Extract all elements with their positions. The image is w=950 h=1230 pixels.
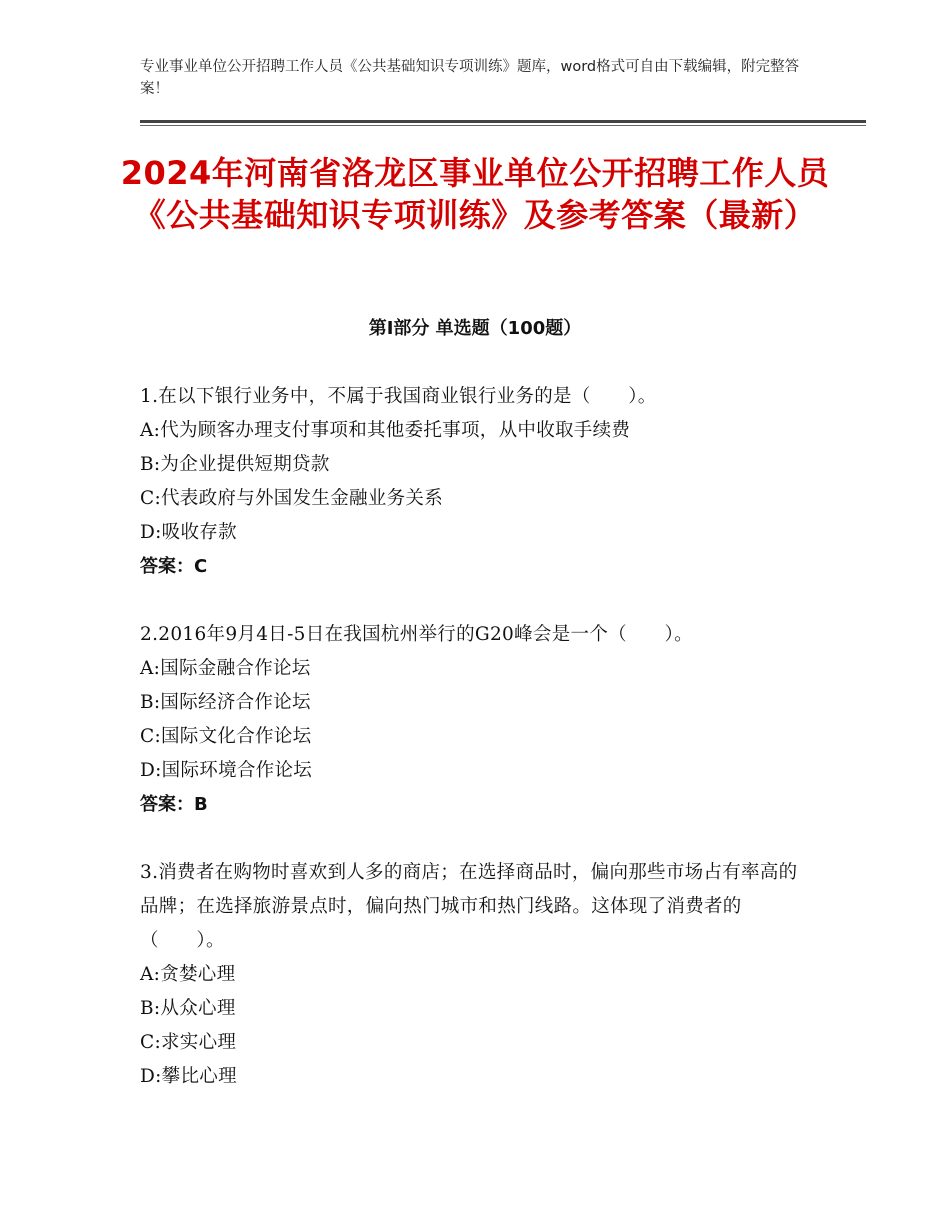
option-c: C:代表政府与外国发生金融业务关系 [140, 488, 443, 509]
answer-label: 答案：C [140, 556, 208, 577]
question-stem: 1.在以下银行业务中，不属于我国商业银行业务的是（ ）。 [140, 386, 657, 407]
option-c: C:求实心理 [140, 1032, 237, 1053]
header-rule-thick [140, 120, 866, 123]
option-d: D:国际环境合作论坛 [140, 760, 313, 781]
option-d: D:吸收存款 [140, 522, 237, 543]
question-list [140, 380, 810, 1128]
option-b: B:为企业提供短期贷款 [140, 454, 330, 475]
section-title: 第Ⅰ部分 单选题（100题） [368, 318, 582, 339]
header-note: 专业事业单位公开招聘工作人员《公共基础知识专项训练》题库，word格式可自由下载编辑，附完整答案！ [140, 59, 800, 97]
answer-label: 答案：B [140, 794, 208, 815]
option-a: A:贪婪心理 [140, 964, 236, 985]
option-d: D:攀比心理 [140, 1066, 237, 1087]
option-b: B:从众心理 [140, 998, 236, 1019]
header-rule-thin [140, 125, 866, 126]
question-stem: 3.消费者在购物时喜欢到人多的商店；在选择商品时，偏向那些市场占有率高的品牌；在选择旅游景点时，偏向热门城市和热门线路。这体现了消费者的（ ）。 [140, 862, 798, 951]
option-c: C:国际文化合作论坛 [140, 726, 312, 747]
question-1 [140, 380, 810, 584]
option-a: A:国际金融合作论坛 [140, 658, 311, 679]
option-a: A:代为顾客办理支付事项和其他委托事项，从中收取手续费 [140, 420, 631, 441]
question-stem: 2.2016年9月4日-5日在我国杭州举行的G20峰会是一个（ ）。 [140, 624, 693, 645]
option-b: B:国际经济合作论坛 [140, 692, 311, 713]
question-2 [140, 618, 810, 822]
question-3 [140, 856, 810, 1094]
document-title: 2024年河南省洛龙区事业单位公开招聘工作人员《公共基础知识专项训练》及参考答案（最新） [120, 154, 830, 234]
